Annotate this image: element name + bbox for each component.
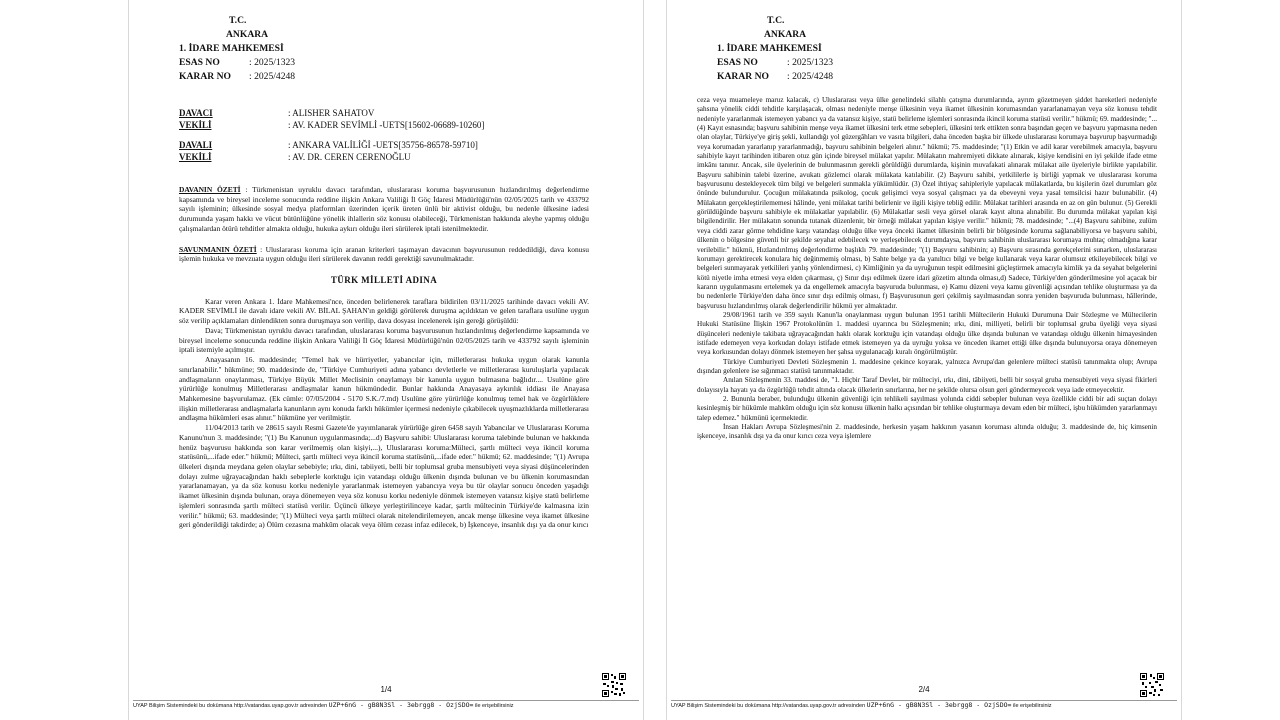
case-header	[717, 14, 833, 84]
paragraph: Karar veren Ankara 1. İdare Mahkemesi'nce, önceden belirlenerek taraflara bildirilen 03/11/2025 tarihinde davacı vekili AV. KADER SEVİMLİ ile davalı idare vekili AV. BİLAL ŞAHAN'ın geldiği görülerek duruşma açıldıktan ve gelen taraflara usulüne uygun söz verilip açıklamaları dinlendikten sonra duruşmaya son verilip, dava dosyası incelenerek işin gereği görüşüldü:	[179, 296, 589, 326]
page1-body	[179, 185, 589, 530]
footer-suffix: ile erişebilirsiniz	[1013, 703, 1052, 709]
karar-label: KARAR NO	[179, 71, 231, 82]
qr-code-icon	[1139, 672, 1165, 698]
paragraph: İnsan Hakları Avrupa Sözleşmesi'nin 2. maddesinde, herkesin yaşam hakkının yasanın koruması altında olduğu; 3. maddesinde de, hiç kimsenin işkenceye, insanlık dışı ya da onur kırıcı ceza veya işlemlere	[697, 423, 1157, 441]
vekili-label: VEKİLİ	[179, 120, 212, 130]
turk-milleti-adina-heading: TÜRK MİLLETİ ADINA	[330, 275, 438, 286]
paragraph: 11/04/2013 tarih ve 28615 sayılı Resmi Gazete'de yayımlanarak yürürlüğe giren 6458 sayılı Yabancılar ve Uluslararası Koruma Kanunu'nun 3. maddesinde; "(1) Bu Kanunun uygulanmasında;...d) Başvuru sahibi: Uluslararası koruma talebinde bulunan ve hakkında henüz başvurusu hakkında son karar verilmemiş olan kişiyi,...), Uluslararası koruma:Mülteci, şartlı mülteci veya ikincil koruma statüsünü,...ifade eder." hükmü; Mülteci, şartlı mülteci veya ikincil koruma statüsünü,...ifade eder." hükmü; 62. maddesinde; "(1) Avrupa ülkeleri dışında meydana gelen olaylar sebebiyle; ırkı, dini, tabiiyeti, belli bir toplumsal gruba mensubiyeti veya siyasi düşüncelerinden dolayı zulme uğrayacağından haklı sebeplerle korktuğu için vatandaşı olduğu ülkenin dışında bulunan ve bu ülkenin korumasından yararlanamayan, ya da söz konusu korku nedeniyle yararlanmak istemeyen yabancıya veya bu tür olaylar sonucu önceden yaşadığı ikamet ülkesinin dışında bulunan, oraya dönemeyen veya söz konusu korku nedeniyle dönmek istemeyen vatansız kişiye statü belirleme işlemleri sonrasında şartlı mülteci statüsü verilir. Üçüncü ülkeye yerleştirilinceye kadar, şartlı mültecinin Türkiye'de kalmasına izin verilir." hükmü; 63. maddesinde; "(1) Mülteci veya şartlı mülteci olarak nitelendirilemeyen, ancak menşe ülkesine veya ikamet ülkesine geri gönderildiği takdirde; a) Ölüm cezasına mahkûm olacak veya ölüm cezası infaz edilecek, b) İşkenceye, insanlık dışı ya da onur kırıcı	[179, 423, 589, 530]
vekili-label: VEKİLİ	[179, 152, 212, 162]
vekili-value: : AV. DR. CEREN CERENOĞLU	[288, 152, 411, 162]
paragraph: Dava; Türkmenistan uyruklu davacı tarafından, uluslararası koruma başvurusunun hızlandırılmış değerlendirme kapsamında ve bireysel inceleme sonucunda reddine ilişkin Ankara Valiliği İl Göç İdaresi Müdürlüğü'nün 02/05/2025 tarih ve 433792 sayılı işleminin iptali istemiyle açılmıştır.	[179, 325, 589, 355]
header-tc: T.C.	[767, 15, 785, 26]
esas-label: ESAS NO	[717, 57, 758, 68]
davali-label: DAVALI	[179, 140, 213, 150]
karar-label: KARAR NO	[717, 71, 769, 82]
footer-notice: UYAP Bilişim Sistemindeki bu dokümana http://vatandas.uyap.gov.tr adresinden	[671, 703, 866, 709]
case-header	[179, 14, 295, 84]
paragraph: 2. Bununla beraber, bulunduğu ülkenin güvenliği için tehlikeli sayılması yolunda ciddi sebepler bulunan veya özellikle ciddi bir adi suçtan dolayı kesinleşmiş bir hükümle mahkûm olduğu için söz konusu ülkenin halkı açısından bir tehlike oluşturmaya devam eden bir mülteci, işbu hükümden yararlanmayı talep edemez." hükmünü içermektedir.	[697, 395, 1157, 422]
uyap-footer	[133, 700, 639, 711]
qr-code-icon	[601, 672, 627, 698]
page2-body	[697, 96, 1157, 442]
paragraph: Türkiye Cumhuriyeti Devleti Sözleşmenin 1. maddesine çekince koyarak, yalnızca Avrupa'dan gelenlere mülteci statüsü tanınmakta olup; Avrupa dışından gelenlere ise sığınmacı statüsü tanınmaktadır.	[697, 357, 1157, 375]
esas-value: : 2025/1323	[787, 57, 834, 68]
paragraph: Anayasanın 16. maddesinde; "Temel hak ve hürriyetler, yabancılar için, milletlerarası hukuka uygun olarak kanunla sınırlanabilir." hükmüne; 90. maddesinde de, "Türkiye Cumhuriyeti adına yabancı devletlerle ve milletlerarası kuruluşlarla yapılacak andlaşmaların onaylanması, Türkiye Büyük Millet Meclisinin onaylamayı bir kanunla uygun bulmasına bağlıdır.... Usulüne göre yürürlüğe konulmuş Milletlerarası andlaşmalar kanun hükmündedir. Bunlar hakkında Anayasaya aykırılık iddiası ile Anayasa Mahkemesine başvurulamaz. (Ek cümle: 07/05/2004 - 5170 S.K./7.md) Usulüne göre yürürlüğe konulmuş temel hak ve özgürlüklere ilişkin milletlerarası andlaşmalarla kanunların aynı konuda farklı hükümler içermesi nedeniyle çıkabilecek uyuşmazlıklarda milletlerarası andlaşma hükümleri esas alınır." hükmüne yer verilmiştir.	[179, 355, 589, 423]
paragraph: Anılan Sözleşmenin 33. maddesi de, "1. Hiçbir Taraf Devlet, bir mülteciyi, ırkı, dini, tâbiiyeti, belli bir sosyal gruba mensubiyeti veya siyasi fikirleri dolayısıyla hayatı ya da özgürlüğü tehdit altında olacak ülkelerin sınırlarına, her ne şekilde olursa olsun geri göndermeyecek veya iade etmeyecektir.	[697, 376, 1157, 394]
footer-code: UZP+6nG - gB8N3Sl - 3ebrgg8 - OzjSDO=	[328, 701, 474, 709]
davanin-ozeti	[179, 185, 589, 234]
parties-block	[179, 107, 589, 163]
davaci-value: : ALISHER SAHATOV	[288, 108, 375, 118]
page-number	[129, 685, 643, 694]
section-text: : Türkmenistan uyruklu davacı tarafından, uluslararası koruma başvurusunun hızlandırılmış değerlendirme kapsamında ve bireysel inceleme sonucunda reddine ilişkin Ankara Valiliği İl Göç İdaresi Müdürlüğü'nün 02/05/2025 tarih ve 433792 sayılı işleminin; ülkesinde sosyal medya platformları üzerinden içerik üreten ünlü bir aktivist olduğu, bu nedenle ülkesine iadesi durumunda yaşam hakkı ve vücut bütünlüğüne yönelik ihlallerin söz konusu olabileceği, Türkmenistan hakkında aleyhe yapmış olduğu çalışmalardan ötürü tehditler almakta olduğu, hukuka aykırı olduğu ileri sürülerek iptali istenilmektedir.	[179, 185, 590, 233]
section-label: DAVANIN ÖZETİ	[179, 185, 241, 194]
karar-value: : 2025/4248	[249, 71, 296, 82]
uyap-footer	[671, 700, 1177, 711]
header-court: 1. İDARE MAHKEMESİ	[717, 43, 822, 54]
footer-code: UZP+6nG - gB8N3Sl - 3ebrgg8 - OzjSDO=	[866, 701, 1012, 709]
savunmanin-ozeti	[179, 245, 589, 264]
vekili-value: : AV. KADER SEVİMLİ -UETS[15602-06689-10260]	[288, 120, 485, 130]
section-text: : Uluslararası koruma için aranan kriterleri taşımayan davacının başvurusunun reddedildiği, dava konusu işlemin hukuka ve mevzuata uygun olduğu ileri sürülerek davanın reddi gerektiği savunulmaktadır.	[179, 244, 590, 264]
davaci-label: DAVACI	[179, 108, 213, 118]
esas-label: ESAS NO	[179, 57, 220, 68]
document-page-2	[666, 0, 1182, 720]
footer-suffix: ile erişebilirsiniz	[475, 703, 514, 709]
document-page-1	[128, 0, 644, 720]
page-number-text: 2/4	[918, 685, 930, 694]
header-city: ANKARA	[226, 29, 269, 40]
karar-value: : 2025/4248	[787, 71, 834, 82]
section-label: SAVUNMANIN ÖZETİ	[179, 244, 257, 254]
footer-notice: UYAP Bilişim Sistemindeki bu dokümana http://vatandas.uyap.gov.tr adresinden	[133, 703, 328, 709]
page-number-text: 1/4	[380, 685, 392, 694]
paragraph: ceza veya muameleye maruz kalacak, c) Uluslararası veya ülke genelindeki silahlı çatışma durumlarında, ayrım gözetmeyen şiddet hareketleri nedeniyle şahsına yönelik ciddi tehditle karşılaşacak, olması nedeniyle menşe ülkesinin veya ikamet ülkesinin korumasından yararlanamayan veya söz konusu tehdit nedeniyle yararlanmak istemeyen yabancı ya da vatansız kişiye, statü belirleme işlemleri sonrasında ikincil koruma statüsü verilir." hükmü; 69. maddesinde; "... (4) Kayıt esnasında; başvuru sahibinin menşe veya ikamet ülkesini terk etme sebepleri, ülkesini terk ettikten sonra başından geçen ve başvuru yapmasına neden olan olaylar, Türkiye'ye giriş şekli, kullandığı yol güzergâhları ve vasıta bilgileri, daha önceden başka bir ülkede uluslararası korumaya başvurup başvurmadığı veya korumadan yararlanıp yararlanmadığı, başvuru sahibinin belgeleri alınır." hükmü; 75. maddesinde; "(1) Etkin ve adil karar verebilmek amacıyla, başvuru sahibiyle kayıt tarihinden itibaren otuz gün içinde bireysel mülakat yapılır. Mülakatın mahremiyeti dikkate alınarak, kişiye kendisini en iyi şekilde ifade etme imkânı tanınır. Ancak, sile üyelerinin de bulunmasının gerekli görüldüğü durumlarda, kişinin muvafakati alınarak mülakat aile üyeleriyle birlikte yapılabilir. Başvuru sahibinin talebi üzerine, avukatı gözlemci olarak mülakata katılabilir. (2) Başvuru sahibi, yetkililerle iş birliği yapmak ve uluslararası koruma başvurusunu destekleyecek tüm bilgi ve belgeleri sunmakla yükümlüdür. (3) Özel ihtiyaç sahipleriyle yapılacak mülakatlarda, bu kişilerin özel durumları göz önünde bulundurulur. Çocuğun mülakatında psikolog, çocuk gelişimci veya sosyal çalışmacı ya da ebeveyni veya yasal temsilcisi hazır bulunabilir. (4) Mülakatın gerçekleştirilememesi hâlinde, yeni mülakat tarihi belirlenir ve ilgili kişiye tebliğ edilir. Mülakat tarihleri arasında en az on gün bulunur. (5) Gerekli görüldüğünde başvuru sahibiyle ek mülakatlar yapılabilir. (6) Mülakatlar sesli veya görsel olarak kayıt altına alınabilir. Bu durumda mülakat yapılan kişi bilgilendirilir. Her mülakatın sonunda tutanak düzenlenir, bir örneği mülakat yapılan kişiye verilir." hükmü; 78. maddesinde; "...(4) Başvuru sahibine, zulüm veya ciddi zarar görme tehdidine karşı vatandaşı olduğu ülke veya önceki ikamet ülkesinin belirli bir bölgesinde koruma sağlanabiliyorsa ve başvuru sahibi, ülkenin o bölgesine güvenli bir şekilde seyahat edebilecek ve yerleşebilecek durumdaysa, başvuru sahibinin uluslararası korumaya muhtaç olmadığına karar verilebilir." hükmü, Hızlandırılmış değerlendirme başlıklı 79. maddesinde; "(1) Başvuru sahibinin; a) Başvuru sırasında gerekçelerini sunarken, uluslararası korumayı gerektirecek konulara hiç değinmemiş olması, b) Sahte belge ya da yanıltıcı bilgi ve belge kullanarak veya karar olumsuz etkileyebilecek bilgi ve belgeleri sunmayarak yetkilileri yanlış yönlendirmesi, c) Kimliğinin ya da uyruğunun tespit edilmesini güçleştirmek amacıyla kimlik ya da seyahat belgelerini kötü niyetle imha etmesi veya elden çıkarması, ç) Sınır dışı edilmek üzere idari gözetim altında olması,d) Sadece, Türkiye'den gönderilmesine yol açacak bir kararın uygulanmasını ertelemek ya da engellemek amacıyla başvuruda bulunması, e) Kamu düzeni veya kamu güvenliği açısından tehlike oluşturması ya da bu nedenlerle Türkiye'den daha önce sınır dışı edilmiş olması, f) Başvurusunun geri çekilmiş sayılmasından sonra yeniden başvuruda bulunması, hâllerinde, başvurusu hızlandırılmış olarak değerlendirilir hükmü yer almaktadır.	[697, 96, 1157, 310]
paragraph: 29/08/1961 tarih ve 359 sayılı Kanun'la onaylanması uygun bulunan 1951 tarihli Mültecilerin Hukuki Durumuna Dair Sözleşme ve Mültecilerin Hukuki Statüsüne İlişkin 1967 Protokolünün 1. maddesi uyarınca bu Sözleşmenin; ırkı, dini, milliyeti, belirli bir toplumsal gruba üyeliği veya siyasi düşünceleri nedeniyle takibata uğrayacağından haklı olarak korktuğu için vatandaşı olduğu ülke dışında bulunan ve vatandaşı olduğu ülkenin himayesinden istifade edemeyen veya korkudan dolayı istifade etmek istemeyen ya da uyruğu yoksa ve önceden ikamet ettiği ülke dışında bulunuyorsa oraya dönemeyen veya korkusundan dolayı dönmek istemeyen her şahsa uygulanacağı kuralı öngörülmüştür.	[697, 310, 1157, 357]
page-number	[667, 685, 1181, 694]
header-court: 1. İDARE MAHKEMESİ	[179, 43, 284, 54]
davali-value: : ANKARA VALİLİĞİ -UETS[35756-86578-59710]	[288, 140, 478, 150]
header-city: ANKARA	[764, 29, 807, 40]
header-tc: T.C.	[229, 15, 247, 26]
esas-value: : 2025/1323	[249, 57, 296, 68]
